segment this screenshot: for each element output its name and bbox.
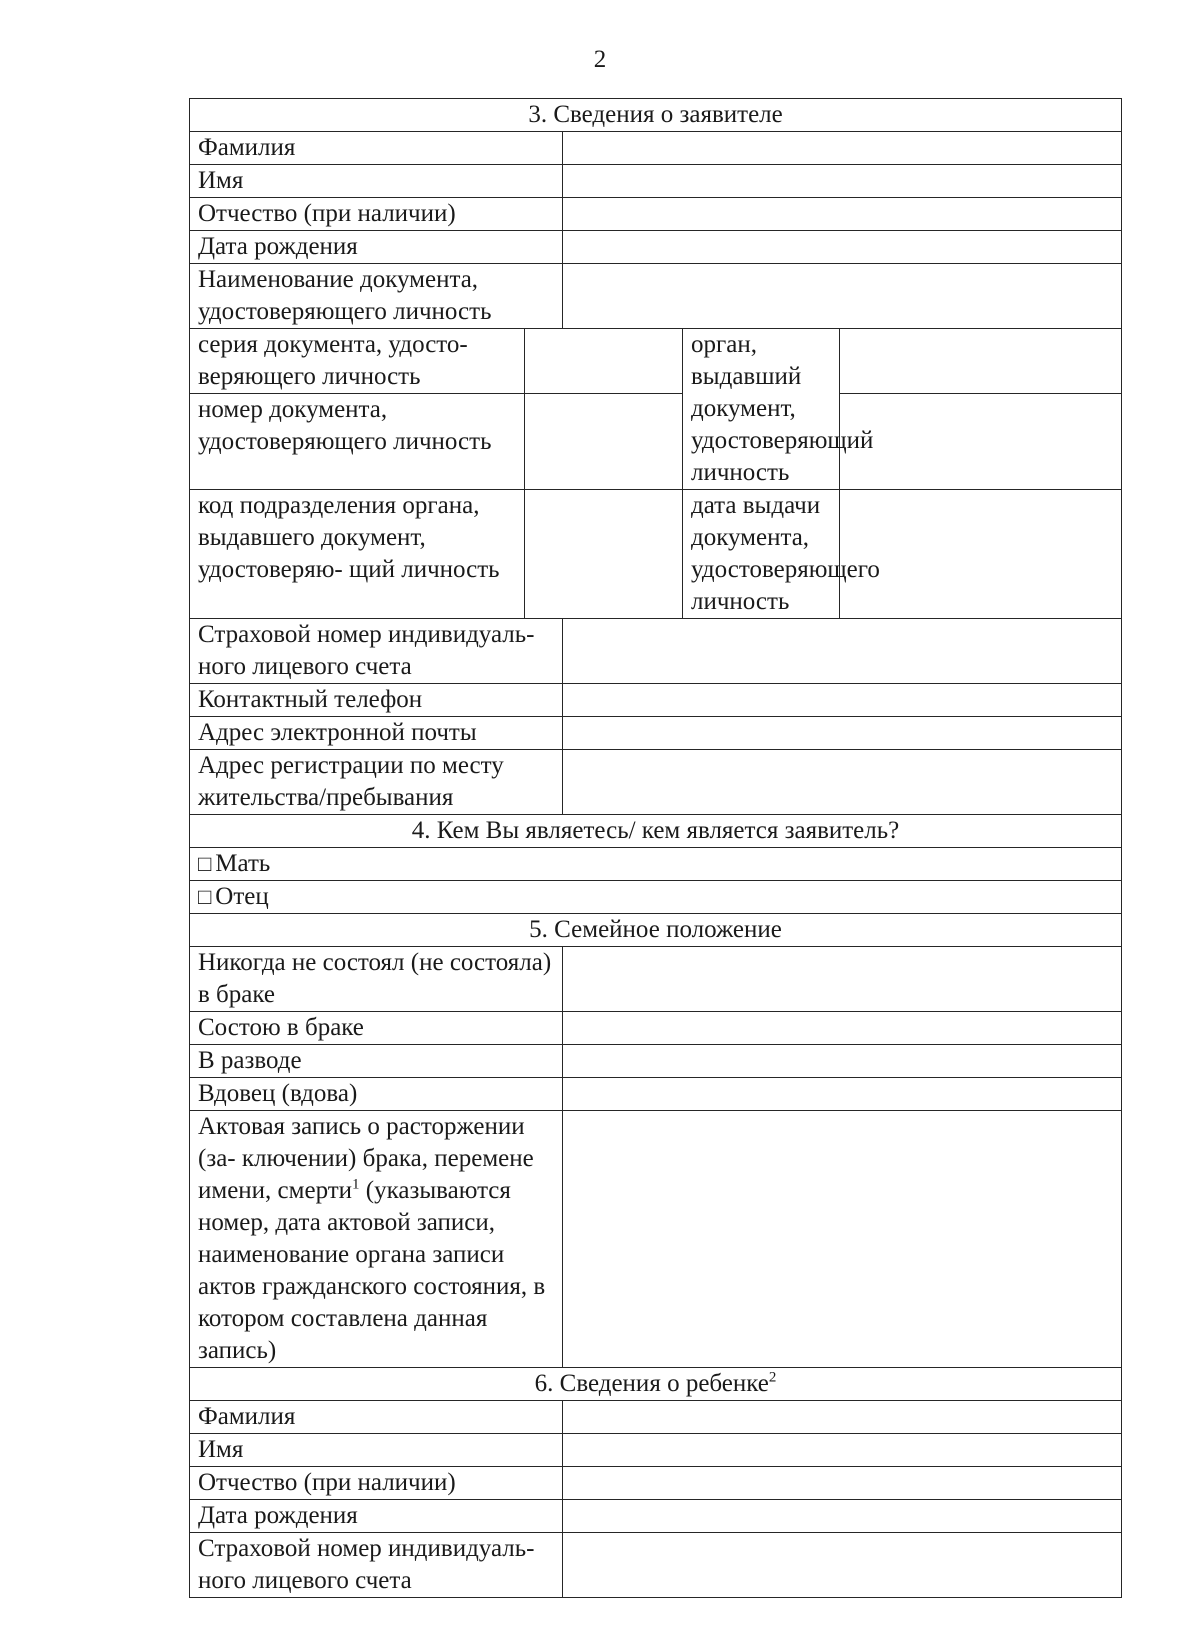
document-series-field[interactable] bbox=[525, 329, 683, 394]
checkbox-icon[interactable]: □ bbox=[198, 884, 212, 909]
footnote-1-marker: 1 bbox=[352, 1176, 360, 1193]
section-4-title: 4. Кем Вы являетесь/ кем является заявитель? bbox=[190, 815, 1122, 848]
phone-label: Контактный телефон bbox=[190, 684, 563, 717]
division-code-field[interactable] bbox=[525, 490, 683, 619]
child-birth-date-label: Дата рождения bbox=[190, 1500, 563, 1533]
document-number-label: номер документа, удостоверяющего личность bbox=[190, 394, 525, 490]
civil-act-record-text: Актовая запись о расторжении (за- ключении) брака, перемене имени, смерти bbox=[198, 1113, 534, 1204]
section-5-title: 5. Семейное положение bbox=[190, 914, 1122, 947]
widowed-label: Вдовец (вдова) bbox=[190, 1078, 563, 1111]
child-patronymic-label: Отчество (при наличии) bbox=[190, 1467, 563, 1500]
civil-act-record-label bbox=[190, 1111, 563, 1368]
application-form-table bbox=[189, 98, 1122, 1598]
registration-address-field[interactable] bbox=[563, 750, 1122, 815]
email-label: Адрес электронной почты bbox=[190, 717, 563, 750]
snils-label: Страховой номер индивидуаль- ного лицевого счета bbox=[190, 619, 563, 684]
section-3-title: 3. Сведения о заявителе bbox=[190, 99, 1122, 132]
issue-date-field[interactable] bbox=[840, 490, 1122, 619]
civil-act-record-text-cont: (указываются номер, дата актовой записи, наименование органа записи актов гражданского состояния, в котором составлена данная запись) bbox=[198, 1177, 546, 1364]
child-snils-field[interactable] bbox=[563, 1533, 1122, 1598]
birth-date-field[interactable] bbox=[563, 231, 1122, 264]
option-father[interactable] bbox=[190, 881, 1122, 914]
checkbox-icon[interactable]: □ bbox=[198, 851, 212, 876]
page-number: 2 bbox=[593, 46, 607, 73]
child-birth-date-field[interactable] bbox=[563, 1500, 1122, 1533]
first-name-label: Имя bbox=[190, 165, 563, 198]
child-first-name-field[interactable] bbox=[563, 1434, 1122, 1467]
id-document-name-field[interactable] bbox=[563, 264, 1122, 329]
section-6-title-text: 6. Сведения о ребенке bbox=[534, 1370, 769, 1397]
child-snils-label: Страховой номер индивидуаль- ного лицевого счета bbox=[190, 1533, 563, 1598]
never-married-field[interactable] bbox=[563, 947, 1122, 1012]
surname-label: Фамилия bbox=[190, 132, 563, 165]
option-father-label: Отец bbox=[215, 883, 269, 910]
surname-field[interactable] bbox=[563, 132, 1122, 165]
division-code-label: код подразделения органа, выдавшего документ, удостоверяю- щий личность bbox=[190, 490, 525, 619]
never-married-label: Никогда не состоял (не состояла) в браке bbox=[190, 947, 563, 1012]
section-6-title bbox=[190, 1368, 1122, 1401]
birth-date-label: Дата рождения bbox=[190, 231, 563, 264]
issue-date-label: дата выдачи документа, удостоверяющего личность bbox=[683, 490, 840, 619]
first-name-field[interactable] bbox=[563, 165, 1122, 198]
divorced-label: В разводе bbox=[190, 1045, 563, 1078]
child-first-name-label: Имя bbox=[190, 1434, 563, 1467]
option-mother[interactable] bbox=[190, 848, 1122, 881]
registration-address-label: Адрес регистрации по месту жительства/пребывания bbox=[190, 750, 563, 815]
patronymic-label: Отчество (при наличии) bbox=[190, 198, 563, 231]
document-issuer-field-top[interactable] bbox=[840, 329, 1122, 394]
married-field[interactable] bbox=[563, 1012, 1122, 1045]
option-mother-label: Мать bbox=[215, 850, 271, 877]
civil-act-record-field[interactable] bbox=[563, 1111, 1122, 1368]
widowed-field[interactable] bbox=[563, 1078, 1122, 1111]
snils-field[interactable] bbox=[563, 619, 1122, 684]
child-patronymic-field[interactable] bbox=[563, 1467, 1122, 1500]
email-field[interactable] bbox=[563, 717, 1122, 750]
patronymic-field[interactable] bbox=[563, 198, 1122, 231]
document-series-label: серия документа, удосто- веряющего личность bbox=[190, 329, 525, 394]
child-surname-label: Фамилия bbox=[190, 1401, 563, 1434]
footnote-2-marker: 2 bbox=[768, 1369, 777, 1386]
divorced-field[interactable] bbox=[563, 1045, 1122, 1078]
document-number-field[interactable] bbox=[525, 394, 683, 490]
id-document-name-label: Наименование документа, удостоверяющего личность bbox=[190, 264, 563, 329]
married-label: Состою в браке bbox=[190, 1012, 563, 1045]
document-issuer-label: орган, выдавший документ, удостоверяющий личность bbox=[683, 329, 840, 490]
phone-field[interactable] bbox=[563, 684, 1122, 717]
child-surname-field[interactable] bbox=[563, 1401, 1122, 1434]
document-issuer-field-bottom[interactable] bbox=[840, 394, 1122, 490]
